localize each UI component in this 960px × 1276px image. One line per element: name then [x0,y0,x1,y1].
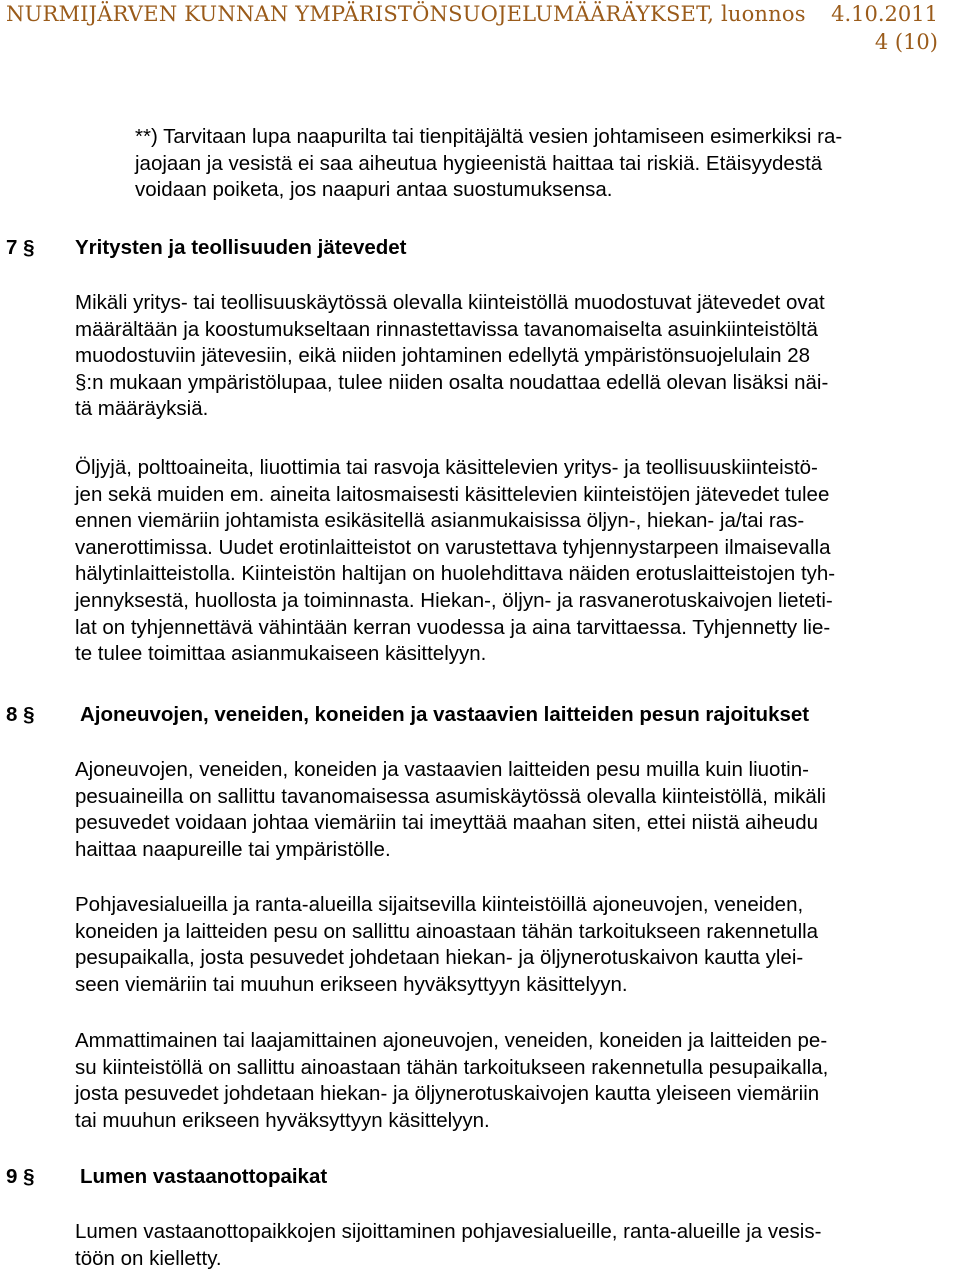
section-number: 7 § [6,236,35,259]
document-date: 4.10.2011 [831,2,938,26]
paragraph [75,455,835,668]
text-line: hälytinlaitteistolla. Kiinteistön haltijan on huolehdittava näiden erotuslaitteistojen tyh- [75,562,836,586]
text-line: haittaa naapureille tai ympäristölle. [75,837,391,861]
text-line: voidaan poiketa, jos naapuri antaa suostumuksensa. [135,178,613,202]
text-line: §:n mukaan ympäristölupaa, tulee niiden osalta noudattaa edellä olevan lisäksi näi- [75,370,829,394]
intro-note [135,124,842,204]
text-line: lat on tyhjennettävä vähintään kerran vuodessa ja aina tarvittaessa. Tyhjennetty lie- [75,615,831,639]
paragraph [75,1219,821,1272]
text-line: vanerottimissa. Uudet erotinlaitteistot on varustettava tyhjennystarpeen ilmaisevalla [75,535,831,559]
document-title: NURMIJÄRVEN KUNNAN YMPÄRISTÖNSUOJELUMÄÄRÄYKSET, luonnos [6,2,806,26]
paragraph [75,757,826,863]
page-number: 4 (10) [874,30,938,54]
text-line: tai muuhun erikseen hyväksyttyyn käsittelyyn. [75,1108,490,1132]
text-line: jaojaan ja vesistä ei saa aiheutua hygieenistä haittaa tai riskiä. Etäisyydestä [135,151,823,175]
section-title: Ajoneuvojen, veneiden, koneiden ja vastaavien laitteiden pesun rajoitukset [80,703,810,726]
text-line: muodostuviin jätevesiin, eikä niiden johtaminen edellytä ympäristönsuojelulain 28 [75,344,811,368]
text-line: Öljyjä, polttoaineita, liuottimia tai rasvoja käsittelevien yritys- ja teollisuuskiinteistö- [75,456,818,479]
page-header [0,0,960,64]
section-title: Lumen vastaanottopaikat [80,1165,328,1188]
section-title: Yritysten ja teollisuuden jätevedet [75,236,407,259]
text-line: töön on kielletty. [75,1246,222,1270]
text-line: pesuvedet voidaan johtaa viemäriin tai imeyttää maahan siten, ettei niistä aiheudu [75,811,819,835]
text-line: jennyksestä, huollosta ja toiminnasta. Hiekan-, öljyn- ja rasvanerotuskaivojen lieteti- [75,588,833,612]
text-line: määrältään ja koostumukseltaan rinnastettavissa tavanomaiselta asuinkiinteistöltä [75,317,818,341]
paragraph [75,290,828,423]
text-line: seen viemäriin tai muuhun erikseen hyväksyttyyn käsittelyyn. [75,972,628,996]
text-line: Lumen vastaanottopaikkojen sijoittaminen pohjavesialueille, ranta-alueille ja vesis- [75,1220,822,1243]
text-line: koneiden ja laitteiden pesu on sallittu ainoastaan tähän tarkoitukseen rakennetulla [75,919,819,943]
text-line: josta pesuvedet johdetaan hiekan- ja öljynerotuskaivojen kautta yleiseen viemäriin [75,1082,820,1106]
text-line: Mikäli yritys- tai teollisuuskäytössä olevalla kiinteistöllä muodostuvat jätevedet ovat [75,291,825,314]
text-line: tä määräyksiä. [75,397,209,421]
text-line: pesupaikalla, josta pesuvedet johdetaan hiekan- ja öljynerotuskaivon kautta ylei- [75,946,804,970]
text-line: Ammattimainen tai laajamittainen ajoneuvojen, veneiden, koneiden ja laitteiden pe- [75,1029,828,1052]
section-number: 9 § [6,1165,35,1188]
text-line: pesuaineilla on sallittu tavanomaisessa asumiskäytössä olevalla kiinteistöllä, mikäli [75,784,826,808]
paragraph [75,892,818,998]
text-line: ennen viemäriin johtamista esikäsitellä asianmukaisissa öljyn-, hiekan- ja/tai ras- [75,509,805,533]
text-line: su kiinteistöllä on sallittu ainoastaan tähän tarkoitukseen rakennetulla pesupaikalla, [75,1055,829,1079]
section-number: 8 § [6,703,35,726]
text-line: te tulee toimittaa asianmukaiseen käsittelyyn. [75,642,487,666]
paragraph [75,1028,828,1134]
text-line: Ajoneuvojen, veneiden, koneiden ja vastaavien laitteiden pesu muilla kuin liuotin- [75,758,809,781]
text-line: jen sekä muiden em. aineita laitosmaisesti käsittelevien kiinteistöjen jätevedet tulee [75,482,830,506]
text-line: **) Tarvitaan lupa naapurilta tai tienpitäjältä vesien johtamiseen esimerkiksi ra- [135,125,843,148]
text-line: Pohjavesialueilla ja ranta-alueilla sijaitsevilla kiinteistöillä ajoneuvojen, veneiden, [75,893,804,916]
